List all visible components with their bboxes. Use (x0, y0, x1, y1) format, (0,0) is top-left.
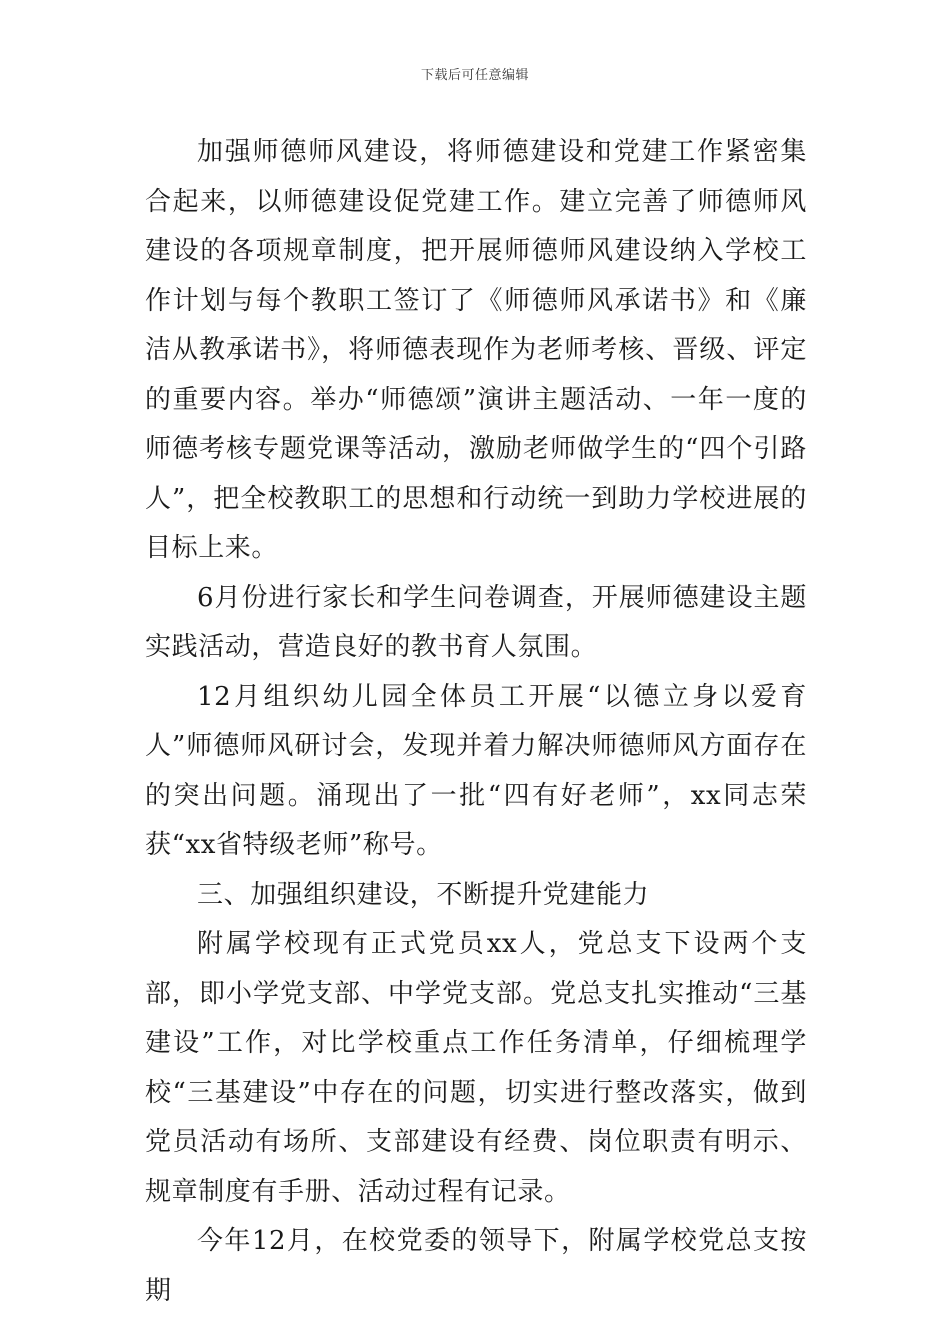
paragraph-teacher-ethics: 加强师德师风建设，将师德建设和党建工作紧密集合起来，以师德建设促党建工作。建立完善了师德师风建设的各项规章制度，把开展师德师风建设纳入学校工作计划与每个教职工签订了《师德师风承诺书》和《廉洁从教承诺书》，将师德表现作为老师考核、晋级、评定的重要内容。举办“师德颂”演讲主题活动、一年一度的师德考核专题党课等活动，激励老师做学生的“四个引路人”，把全校教职工的思想和行动统一到助力学校进展的目标上来。 (145, 137, 807, 563)
document-body (145, 128, 807, 1316)
page-header-caption: 下载后可任意编辑 (420, 68, 529, 83)
paragraph-party-members: 附属学校现有正式党员xx人，党总支下设两个支部，即小学党支部、中学党支部。党总支扎实推动“三基建设”工作，对比学校重点工作任务清单，仔细梳理学校“三基建设”中存在的问题，切实进行整改落实，做到党员活动有场所、支部建设有经费、岗位职责有明示、规章制度有手册、活动过程有记录。 (145, 929, 807, 1207)
paragraph-this-year: 今年12月，在校党委的领导下，附属学校党总支按期 (145, 1226, 807, 1306)
paragraph-december-seminar: 12月组织幼儿园全体员工开展“以德立身以爱育人”师德师风研讨会，发现并着力解决师德师风方面存在的突出问题。涌现出了一批“四有好老师”，xx同志荣获“xx省特级老师”称号。 (145, 681, 807, 860)
paragraph-june-survey: 6月份进行家长和学生问卷调查，开展师德建设主题实践活动，营造良好的教书育人氛围。 (145, 582, 807, 662)
section-heading-organization: 三、加强组织建设，不断提升党建能力 (197, 879, 650, 910)
